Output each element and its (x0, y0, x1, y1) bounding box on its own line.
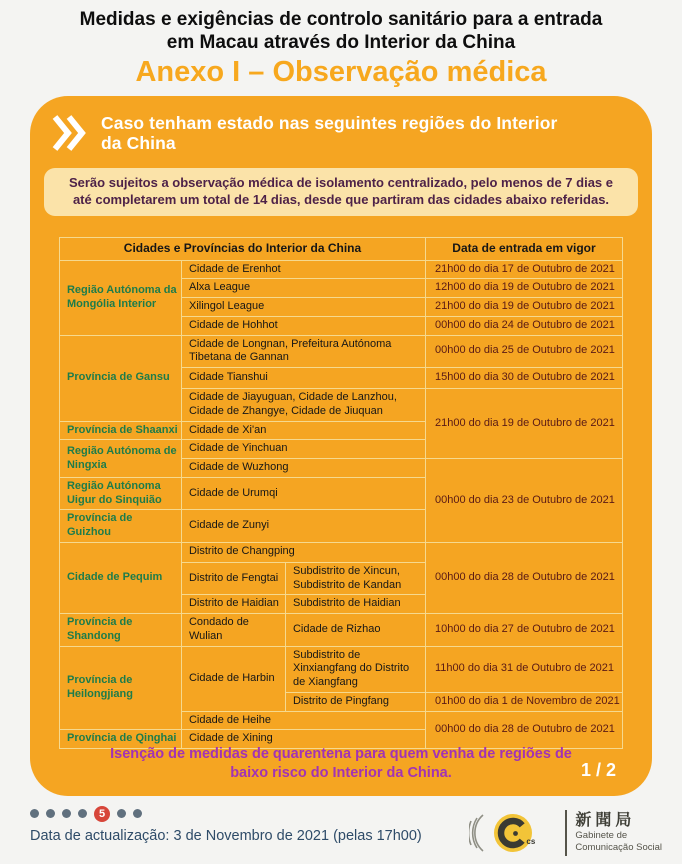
cell-city-heihe: Cidade de Heihe (181, 711, 425, 730)
page-header (0, 0, 682, 89)
page-dot (30, 809, 39, 818)
cell-date-erenhot: 21h00 do dia 17 de Outubro de 2021 (426, 260, 623, 279)
page-dot (78, 809, 87, 818)
cell-city-haidian: Distrito de Haidian (181, 595, 285, 614)
col-header-cities: Cidades e Províncias do Interior da China (59, 237, 425, 260)
cell-region-guizhou: Província de Guizhou (59, 510, 181, 543)
cell-city-harbin: Cidade de Harbin (181, 646, 285, 711)
table-row (59, 646, 622, 692)
table-row (59, 542, 622, 562)
cell-date-pingfang: 01h00 do dia 1 de Novembro de 2021 (426, 692, 623, 711)
double-chevron-icon (52, 114, 86, 157)
cell-city-xian: Cidade de Xi'an (181, 421, 425, 440)
pagination-dots (30, 805, 422, 823)
cell-city-xinxiangfang: Subdistrito de Xinxiangfang do Distrito de Xiangfang (285, 646, 425, 692)
cell-date-heihe-group: 00h00 do dia 28 de Outubro de 2021 (426, 711, 623, 749)
table-row (59, 614, 622, 647)
cell-city-wulian: Condado de Wulian (181, 614, 285, 647)
footer-left (30, 805, 422, 844)
cell-region-ningxia: Região Autónoma de Ningxia (59, 440, 181, 478)
cell-city-longnan: Cidade de Longnan, Prefeitura Autónoma Tibetana de Gannan (181, 335, 425, 368)
cell-city-rizhao: Cidade de Rizhao (285, 614, 425, 647)
cell-city-xincun: Subdistrito de Xincun, Subdistrito de Kandan (285, 562, 425, 595)
page-dot (46, 809, 55, 818)
cell-city-yinchuan: Cidade de Yinchuan (181, 440, 425, 459)
cell-city-pingfang: Distrito de Pingfang (285, 692, 425, 711)
cell-region-qinghai: Província de Qinghai (59, 730, 181, 749)
page-dot (133, 809, 142, 818)
page-title-line2: em Macau através do Interior da China (166, 32, 516, 54)
cell-date-shandong: 10h00 do dia 27 de Outubro de 2021 (426, 614, 623, 647)
cell-date-tianshui: 15h00 do dia 30 de Outubro de 2021 (426, 368, 623, 389)
table-header-row (59, 237, 622, 260)
page-dot (117, 809, 126, 818)
cell-city-hohhot: Cidade de Hohhot (181, 316, 425, 335)
footer (30, 796, 662, 859)
cell-region-sinquiao: Região Autónoma Uigur do Sinquião (59, 477, 181, 510)
cell-city-xining: Cidade de Xining (181, 730, 425, 749)
jcs-logo (469, 807, 662, 859)
panel-heading: Caso tenham estado nas seguintes regiões do Interior da China (101, 112, 558, 154)
cell-date-longnan: 00h00 do dia 25 de Outubro de 2021 (426, 335, 623, 368)
cell-city-xilingol: Xilingol League (181, 298, 425, 317)
cell-city-urumqi: Cidade de Urumqi (181, 477, 425, 510)
cell-city-sub-haidian: Subdistrito de Haidian (285, 595, 425, 614)
page-indicator: 1 / 2 (580, 760, 616, 781)
page-dot (62, 809, 71, 818)
cell-city-changping: Distrito de Changping (181, 542, 425, 562)
exemption-note: Isenção de medidas de quarentena para quem venha de regiões de baixo risco do Interior da China. (110, 745, 572, 781)
cell-region-heilongjiang: Província de Heilongjiang (59, 646, 181, 730)
cell-date-wuzhong-group: 00h00 do dia 23 de Outubro de 2021 (426, 459, 623, 543)
page-title (0, 8, 682, 54)
main-panel (30, 96, 652, 796)
cell-date-xinxiangfang: 11h00 do dia 31 de Outubro de 2021 (426, 646, 623, 692)
logo-divider (565, 810, 567, 856)
table-row (59, 335, 622, 368)
update-date: Data de actualização: 3 de Novembro de 2021 (pelas 17h00) (30, 827, 422, 844)
table-row (59, 260, 622, 279)
logo-pt-line2: Comunicação Social (575, 841, 662, 853)
cell-city-fengtai: Distrito de Fengtai (181, 562, 285, 595)
cell-city-erenhot: Cidade de Erenhot (181, 260, 425, 279)
cell-region-shaanxi: Província de Shaanxi (59, 421, 181, 440)
cell-date-jiayuguan-group: 21h00 do dia 19 de Outubro de 2021 (426, 389, 623, 459)
logo-pt-line1: Gabinete de (575, 829, 628, 841)
cell-region-gansu: Província de Gansu (59, 335, 181, 421)
cell-date-xilingol: 21h00 do dia 19 de Outubro de 2021 (426, 298, 623, 317)
page-subtitle: Anexo I – Observação médica (135, 56, 547, 89)
cell-city-tianshui: Cidade Tianshui (181, 368, 425, 389)
cell-date-hohhot: 00h00 do dia 24 de Outubro de 2021 (426, 316, 623, 335)
cell-date-pequim-group: 00h00 do dia 28 de Outubro de 2021 (426, 542, 623, 613)
cell-region-mongolia: Região Autónoma da Mongólia Interior (59, 260, 181, 335)
regions-table (59, 237, 623, 750)
col-header-date: Data de entrada em vigor (426, 237, 623, 260)
cell-date-aixa: 12h00 do dia 19 de Outubro de 2021 (426, 279, 623, 298)
page-title-line1: Medidas e exigências de controlo sanitário para a entrada (79, 9, 603, 30)
cell-city-aixa: Alxa League (181, 279, 425, 298)
cell-city-wuzhong: Cidade de Wuzhong (181, 459, 425, 478)
cell-region-pequim: Cidade de Pequim (59, 542, 181, 613)
cell-city-jiayuguan: Cidade de Jiayuguan, Cidade de Lanzhou, Cidade de Zhangye, Cidade de Jiuquan (181, 389, 425, 422)
cell-region-shandong: Província de Shandong (59, 614, 181, 647)
jcs-acronym: cs (526, 836, 536, 846)
logo-text (575, 812, 662, 853)
panel-heading-row (30, 96, 652, 163)
page-dot-active: 5 (94, 806, 110, 822)
jcs-logo-icon (469, 807, 557, 859)
logo-chinese-name: 新聞局 (575, 812, 636, 830)
isolation-note: Serão sujeitos a observação médica de isolamento centralizado, pelo menos de 7 dias e até completarem um total de 14 dias, desde que partiram das cidades abaixo referidas. (44, 168, 638, 216)
cell-city-zunyi: Cidade de Zunyi (181, 510, 425, 543)
